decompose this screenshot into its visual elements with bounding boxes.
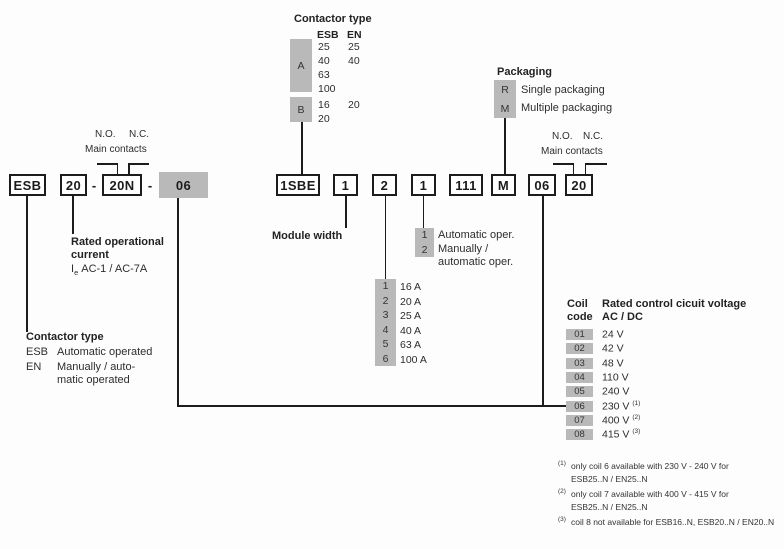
operation-label-2: Manually / bbox=[438, 243, 489, 255]
line-06-left-down bbox=[177, 198, 179, 406]
coil-voltage: 230 V bbox=[602, 400, 630, 413]
coil-value-04 bbox=[602, 371, 629, 384]
coil-code-04: 04 bbox=[566, 372, 593, 383]
code-box-111: 111 bbox=[449, 174, 483, 196]
group-a-en-40: 40 bbox=[348, 55, 360, 67]
operation-code-box bbox=[415, 228, 434, 257]
current-code-2: 2 bbox=[382, 294, 389, 307]
current-value-25a: 25 A bbox=[400, 310, 422, 322]
operation-label-1: Automatic oper. bbox=[438, 229, 515, 241]
right-main-contacts-label: Main contacts bbox=[541, 146, 603, 157]
footnote-3-marker: (3) bbox=[558, 516, 566, 523]
contactor-legend-label-esb: Automatic operated bbox=[57, 346, 153, 358]
group-a-esb-25: 25 bbox=[318, 41, 330, 53]
coil-value-03 bbox=[602, 357, 624, 370]
line-nc-bracket-left bbox=[128, 163, 149, 165]
footnote-3-line1: coil 8 not available for ESB16..N, ESB20..N / EN20..N bbox=[571, 517, 775, 527]
contactor-table-col-en: EN bbox=[347, 29, 362, 41]
coil-header-line1: Coil bbox=[567, 298, 588, 310]
coil-value-08 bbox=[602, 428, 640, 441]
current-value-20a: 20 A bbox=[400, 295, 422, 308]
code-box-06r: 06 bbox=[528, 174, 556, 196]
left-no-label: N.O. bbox=[95, 129, 116, 140]
coil-code-02: 02 bbox=[566, 343, 593, 354]
code-box-1sbe: 1SBE bbox=[276, 174, 320, 196]
group-b-en-20: 20 bbox=[348, 99, 360, 111]
coil-voltage: 24 V bbox=[602, 328, 624, 341]
packaging-code-m: M bbox=[500, 102, 510, 115]
code-box-1a: 1 bbox=[333, 174, 358, 196]
current-code-4: 4 bbox=[382, 323, 389, 336]
group-b-esb-16: 16 bbox=[318, 99, 330, 111]
current-code-6: 6 bbox=[382, 352, 389, 365]
coil-footnote-ref: (1) bbox=[632, 400, 641, 407]
current-symbol: I bbox=[71, 263, 75, 275]
contactor-legend-code-en: EN bbox=[26, 361, 42, 373]
contactor-table-title: Contactor type bbox=[294, 13, 372, 25]
coil-voltage: 110 V bbox=[602, 371, 629, 384]
packaging-label-single: Single packaging bbox=[521, 84, 605, 96]
current-values bbox=[400, 280, 427, 367]
right-no-label: N.O. bbox=[552, 131, 573, 142]
current-code-1: 1 bbox=[382, 280, 389, 293]
line-no-drop-left bbox=[117, 163, 119, 174]
group-b-esb-20: 20 bbox=[318, 113, 330, 125]
rated-current-title-line1: Rated operational bbox=[71, 236, 164, 248]
coil-code-03: 03 bbox=[566, 358, 593, 369]
rated-current-spec bbox=[71, 263, 147, 279]
contactor-legend-label-en-continuation: matic operated bbox=[57, 374, 130, 386]
packaging-code-box bbox=[494, 80, 516, 118]
group-a-en-values bbox=[348, 40, 360, 68]
coil-code-01: 01 bbox=[566, 329, 593, 340]
left-main-contacts-label: Main contacts bbox=[85, 144, 147, 155]
left-nc-label: N.C. bbox=[129, 129, 149, 140]
coil-voltage: 240 V bbox=[602, 385, 630, 398]
code-box-20n: 20N bbox=[102, 174, 142, 196]
coil-code-05: 05 bbox=[566, 386, 593, 397]
line-to-current-legend bbox=[385, 196, 387, 280]
footnote-1-line1: only coil 6 available with 230 V - 240 V for bbox=[571, 461, 729, 471]
contactor-legend-title: Contactor type bbox=[26, 331, 104, 343]
coil-code-06: 06 bbox=[566, 401, 593, 412]
coil-voltage: 415 V bbox=[602, 428, 630, 441]
line-nc-drop-right bbox=[585, 163, 587, 174]
packaging-code-r: R bbox=[501, 83, 509, 96]
current-value-100a: 100 A bbox=[400, 353, 427, 366]
line-to-module-width bbox=[345, 196, 347, 228]
module-width-label: Module width bbox=[272, 230, 343, 242]
coil-footnote-ref: (2) bbox=[632, 414, 641, 421]
code-box-1b: 1 bbox=[411, 174, 436, 196]
footnote-1-marker: (1) bbox=[558, 460, 566, 467]
packaging-label-multiple: Multiple packaging bbox=[521, 102, 613, 114]
coil-voltage: 42 V bbox=[602, 342, 624, 355]
current-code-3: 3 bbox=[382, 309, 389, 322]
group-b-key: B bbox=[290, 97, 312, 122]
packaging-title: Packaging bbox=[497, 66, 553, 78]
code-separator: - bbox=[147, 177, 153, 193]
right-nc-label: N.C. bbox=[583, 131, 603, 142]
code-box-20: 20 bbox=[60, 174, 87, 196]
group-a-esb-100: 100 bbox=[318, 83, 336, 95]
group-a-key: A bbox=[290, 39, 312, 92]
rated-current-title-line2: current bbox=[71, 249, 109, 261]
current-symbol-subscript: e bbox=[74, 268, 79, 278]
code-box-esb: ESB bbox=[9, 174, 46, 196]
group-b-en-values bbox=[348, 98, 360, 112]
coil-code-08: 08 bbox=[566, 429, 593, 440]
code-box-20r: 20 bbox=[565, 174, 593, 196]
line-no-bracket-right bbox=[553, 163, 574, 165]
code-box-m: M bbox=[491, 174, 516, 196]
group-a-esb-63: 63 bbox=[318, 69, 330, 81]
line-esb-to-contactor-legend bbox=[26, 196, 28, 332]
coil-value-06 bbox=[602, 400, 640, 413]
contactor-legend-code-esb: ESB bbox=[26, 346, 49, 358]
line-no-bracket-left bbox=[97, 163, 118, 165]
footnote-2-marker: (2) bbox=[558, 488, 566, 495]
line-nc-bracket-right bbox=[585, 163, 607, 165]
code-separator: - bbox=[91, 177, 97, 193]
coil-voltage-header-line2: AC / DC bbox=[602, 311, 643, 323]
line-06-to-coil-table bbox=[177, 405, 567, 407]
current-value-63a: 63 A bbox=[400, 339, 422, 351]
coil-footnote-ref: (3) bbox=[632, 428, 641, 435]
coil-voltage: 48 V bbox=[602, 357, 624, 370]
coil-value-07 bbox=[602, 414, 640, 427]
contactor-table-col-esb: ESB bbox=[317, 29, 339, 41]
operation-label-2-continuation: automatic oper. bbox=[438, 256, 514, 268]
line-to-operation-legend bbox=[423, 196, 425, 229]
line-06-right-down bbox=[542, 196, 544, 405]
current-spec-text: AC-1 / AC-7A bbox=[81, 263, 148, 275]
line-no-drop-right bbox=[573, 163, 575, 174]
coil-voltage-header-line1: Rated control cicuit voltage bbox=[602, 298, 747, 310]
coil-header-line2: code bbox=[567, 311, 593, 323]
group-b-esb-values bbox=[318, 98, 330, 126]
line-nc-drop-left bbox=[128, 163, 130, 174]
code-box-06-highlight: 06 bbox=[159, 172, 208, 198]
current-code-5: 5 bbox=[382, 338, 389, 351]
coil-value-01 bbox=[602, 328, 624, 341]
current-value-40a: 40 A bbox=[400, 324, 422, 337]
code-box-2: 2 bbox=[372, 174, 397, 196]
line-20-to-rated-current bbox=[72, 196, 74, 234]
contactor-legend-label-en: Manually / auto- bbox=[57, 361, 136, 373]
current-value-16a: 16 A bbox=[400, 281, 422, 293]
current-code-strip bbox=[375, 279, 396, 366]
operation-code-1: 1 bbox=[421, 229, 428, 242]
footnote-2-line2: ESB25..N / EN25..N bbox=[571, 502, 648, 512]
group-a-en-25: 25 bbox=[348, 41, 360, 53]
line-groupb-to-1sbe bbox=[301, 122, 303, 174]
coil-code-07: 07 bbox=[566, 415, 593, 426]
coil-value-02 bbox=[602, 342, 624, 355]
group-a-esb-40: 40 bbox=[318, 55, 330, 67]
operation-code-2: 2 bbox=[421, 243, 428, 256]
footnote-1-line2: ESB25..N / EN25..N bbox=[571, 474, 648, 484]
coil-voltage: 400 V bbox=[602, 414, 630, 427]
line-packaging-to-m bbox=[504, 118, 506, 174]
coil-value-05 bbox=[602, 385, 629, 398]
group-a-esb-values bbox=[318, 40, 336, 96]
footnote-2-line1: only coil 7 available with 400 V - 415 V for bbox=[571, 489, 729, 499]
